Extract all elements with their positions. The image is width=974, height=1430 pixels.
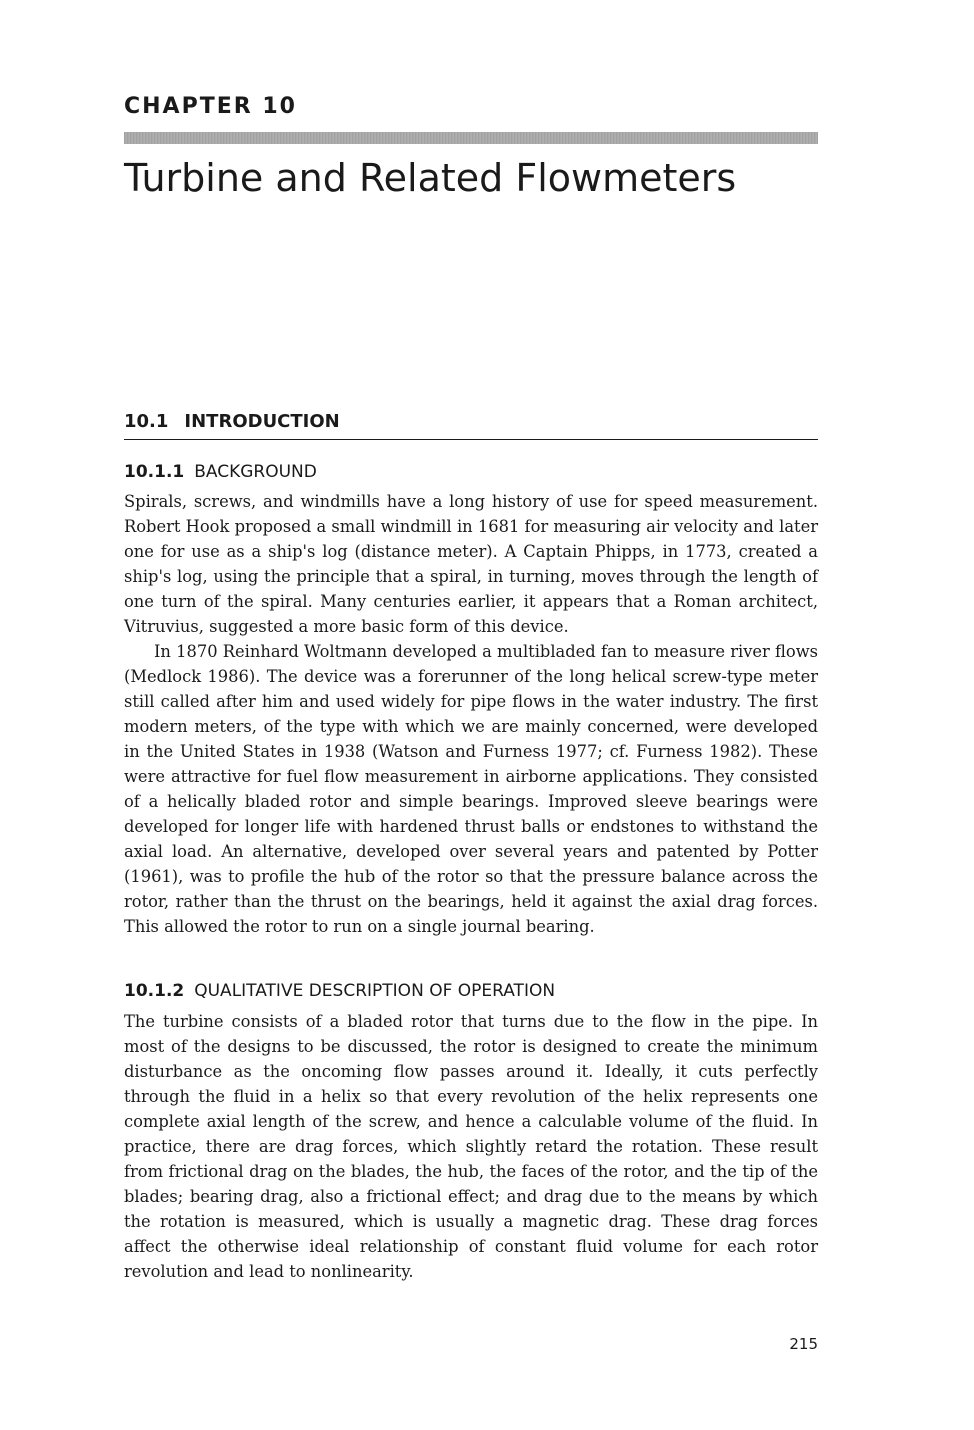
subsection-heading-background [124, 461, 317, 483]
chapter-divider-bar [124, 132, 818, 144]
operation-body [124, 1009, 818, 1284]
paragraph: In 1870 Reinhard Woltmann developed a multibladed fan to measure river flows (Medlock 1986). The device was a forerunner of the long helical screw-type meter still called after him and used widely for pipe flows in the water industry. The first modern meters, of the type with which we are mainly concerned, were developed in the United States in 1938 (Watson and Furness 1977; cf. Furness 1982). These were attractive for fuel flow measurement in airborne applications. They consisted of a helically bladed rotor and simple bearings. Improved sleeve bearings were developed for longer life with hardened thrust balls or endstones to withstand the axial load. An alternative, developed over several years and patented by Potter (1961), was to profile the hub of the rotor so that the pressure balance across the rotor, rather than the thrust on the bearings, held it against the axial drag forces. This allowed the rotor to run on a single journal bearing. [124, 642, 818, 936]
page-number: 215 [789, 1335, 818, 1353]
subsection-heading-operation [124, 980, 555, 1002]
section-heading [124, 410, 340, 434]
chapter-title: Turbine and Related Flowmeters [124, 156, 737, 200]
chapter-label: CHAPTER 10 [124, 94, 297, 119]
section-title: INTRODUCTION [184, 411, 340, 432]
paragraph: Spirals, screws, and windmills have a long history of use for speed measurement. Robert Hook proposed a small windmill in 1681 for measuring air velocity and later one for use as a ship's log (distance meter). A Captain Phipps, in 1773, created a ship's log, using the principle that a spiral, in turning, moves through the length of one turn of the spiral. Many centuries earlier, it appears that a Roman architect, Vitruvius, suggested a more basic form of this device. [124, 492, 818, 636]
section-divider [124, 439, 818, 440]
background-body [124, 489, 818, 939]
subsection-number: 10.1.1 [124, 462, 185, 482]
subsection-number: 10.1.2 [124, 981, 185, 1001]
subsection-title: QUALITATIVE DESCRIPTION OF OPERATION [194, 981, 556, 1001]
paragraph: The turbine consists of a bladed rotor that turns due to the flow in the pipe. In most of the designs to be discussed, the rotor is designed to create the minimum disturbance as the oncoming flow passes around it. Ideally, it cuts perfectly through the fluid in a helix so that every revolution of the helix represents one complete axial length of the screw, and hence a calculable volume of the fluid. In practice, there are drag forces, which slightly retard the rotation. These result from frictional drag on the blades, the hub, the faces of the rotor, and the tip of the blades; bearing drag, also a frictional effect; and drag due to the means by which the rotation is measured, which is usually a magnetic drag. These drag forces affect the otherwise ideal relationship of constant fluid volume for each rotor revolution and lead to nonlinearity. [124, 1012, 818, 1281]
subsection-title: BACKGROUND [194, 462, 317, 482]
section-number: 10.1 [124, 411, 169, 432]
